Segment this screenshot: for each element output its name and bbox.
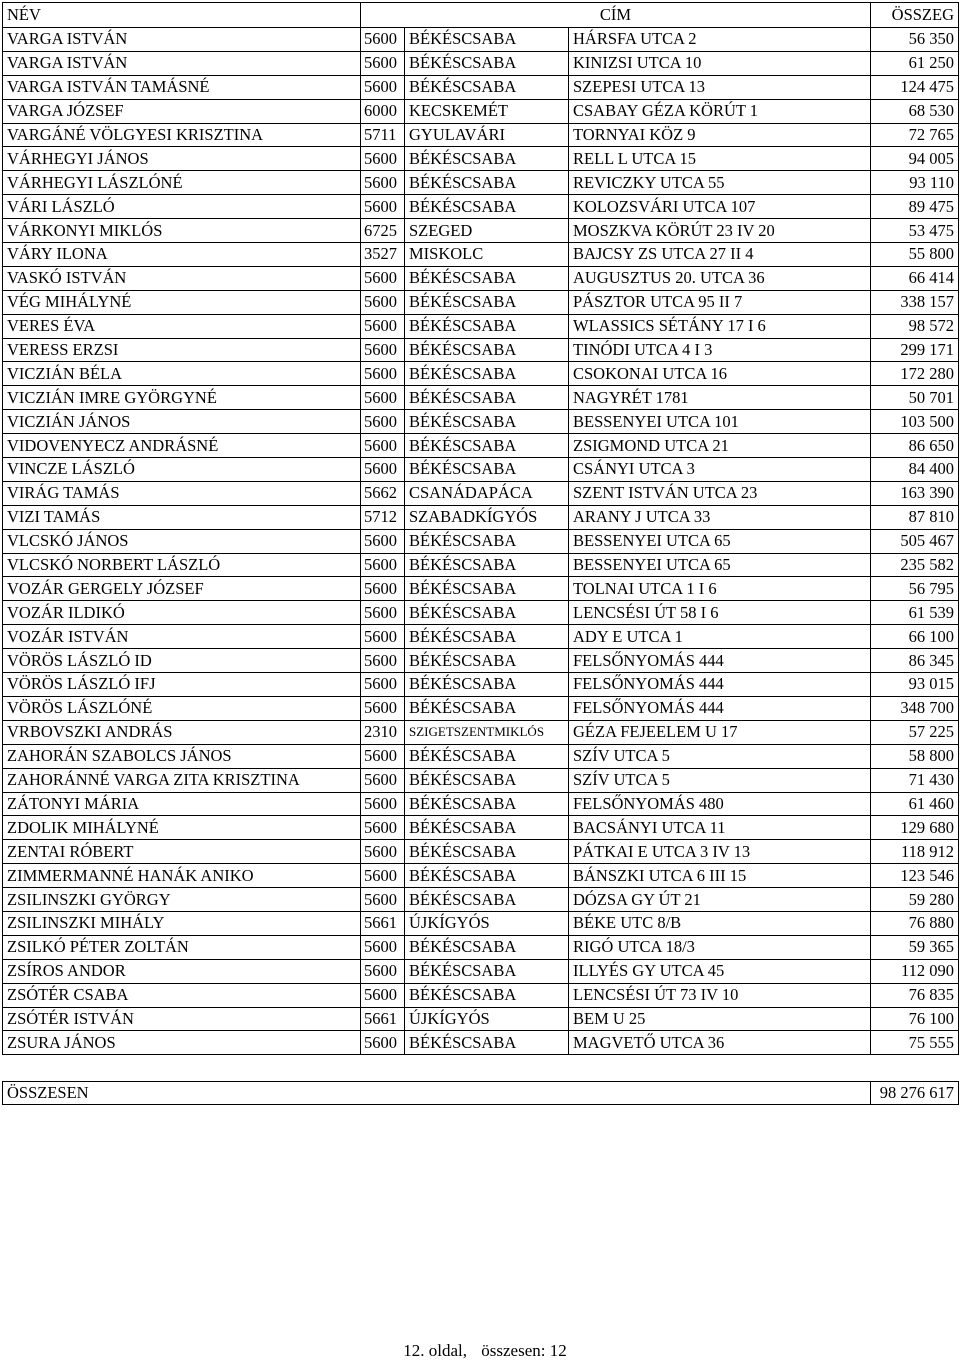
cell-zip: 5600 xyxy=(361,529,405,553)
cell-amount: 299 171 xyxy=(871,338,959,362)
cell-street: BEM U 25 xyxy=(569,1007,871,1031)
cell-zip: 5600 xyxy=(361,577,405,601)
cell-amount: 66 414 xyxy=(871,266,959,290)
cell-zip: 5600 xyxy=(361,792,405,816)
cell-zip: 5600 xyxy=(361,744,405,768)
cell-name: VÖRÖS LÁSZLÓ ID xyxy=(3,649,361,673)
cell-amount: 59 365 xyxy=(871,935,959,959)
cell-street: SZEPESI UTCA 13 xyxy=(569,75,871,99)
cell-city: BÉKÉSCSABA xyxy=(405,959,569,983)
cell-name: VÁRHEGYI JÁNOS xyxy=(3,147,361,171)
table-row xyxy=(3,266,959,290)
table-row xyxy=(3,362,959,386)
cell-amount: 56 350 xyxy=(871,28,959,52)
cell-zip: 5600 xyxy=(361,888,405,912)
table-row xyxy=(3,28,959,52)
cell-name: ZSILINSZKI MIHÁLY xyxy=(3,911,361,935)
cell-street: AUGUSZTUS 20. UTCA 36 xyxy=(569,266,871,290)
table-row xyxy=(3,386,959,410)
cell-city: BÉKÉSCSABA xyxy=(405,529,569,553)
cell-city: KECSKEMÉT xyxy=(405,99,569,123)
cell-street: TOLNAI UTCA 1 I 6 xyxy=(569,577,871,601)
cell-zip: 5600 xyxy=(361,649,405,673)
cell-zip: 5600 xyxy=(361,75,405,99)
table-row xyxy=(3,935,959,959)
cell-amount: 86 345 xyxy=(871,649,959,673)
table-row xyxy=(3,505,959,529)
cell-street: RELL L UTCA 15 xyxy=(569,147,871,171)
cell-city: BÉKÉSCSABA xyxy=(405,864,569,888)
cell-street: SZÍV UTCA 5 xyxy=(569,744,871,768)
cell-amount: 86 650 xyxy=(871,434,959,458)
cell-amount: 57 225 xyxy=(871,720,959,744)
cell-amount: 76 835 xyxy=(871,983,959,1007)
cell-zip: 3527 xyxy=(361,243,405,267)
cell-name: VÖRÖS LÁSZLÓ IFJ xyxy=(3,673,361,697)
cell-zip: 5600 xyxy=(361,314,405,338)
cell-city: BÉKÉSCSABA xyxy=(405,625,569,649)
cell-street: BÁNSZKI UTCA 6 III 15 xyxy=(569,864,871,888)
table-row xyxy=(3,458,959,482)
cell-street: FELSŐNYOMÁS 444 xyxy=(569,696,871,720)
cell-zip: 5600 xyxy=(361,816,405,840)
cell-city: CSANÁDAPÁCA xyxy=(405,481,569,505)
page-summary: összesen: 12 xyxy=(481,1341,567,1360)
cell-city: BÉKÉSCSABA xyxy=(405,673,569,697)
cell-city: BÉKÉSCSABA xyxy=(405,553,569,577)
cell-street: ILLYÉS GY UTCA 45 xyxy=(569,959,871,983)
header-name: NÉV xyxy=(3,3,361,28)
table-row xyxy=(3,696,959,720)
cell-zip: 5600 xyxy=(361,386,405,410)
cell-name: VÁRKONYI MIKLÓS xyxy=(3,219,361,243)
cell-name: VÉG MIHÁLYNÉ xyxy=(3,290,361,314)
cell-name: ZIMMERMANNÉ HANÁK ANIKO xyxy=(3,864,361,888)
table-row xyxy=(3,290,959,314)
cell-city: MISKOLC xyxy=(405,243,569,267)
cell-amount: 118 912 xyxy=(871,840,959,864)
table-row xyxy=(3,792,959,816)
table-row xyxy=(3,434,959,458)
cell-name: VARGÁNÉ VÖLGYESI KRISZTINA xyxy=(3,123,361,147)
cell-city: BÉKÉSCSABA xyxy=(405,577,569,601)
cell-name: ZSILINSZKI GYÖRGY xyxy=(3,888,361,912)
cell-street: BESSENYEI UTCA 101 xyxy=(569,410,871,434)
cell-name: ZAHORÁNNÉ VARGA ZITA KRISZTINA xyxy=(3,768,361,792)
cell-city: BÉKÉSCSABA xyxy=(405,601,569,625)
table-row xyxy=(3,195,959,219)
cell-street: MAGVETŐ UTCA 36 xyxy=(569,1031,871,1055)
cell-name: VÁRY ILONA xyxy=(3,243,361,267)
table-row xyxy=(3,553,959,577)
cell-street: FELSŐNYOMÁS 480 xyxy=(569,792,871,816)
cell-zip: 5600 xyxy=(361,290,405,314)
cell-name: ZENTAI RÓBERT xyxy=(3,840,361,864)
cell-zip: 2310 xyxy=(361,720,405,744)
cell-street: BÉKE UTC 8/B xyxy=(569,911,871,935)
cell-city: BÉKÉSCSABA xyxy=(405,290,569,314)
cell-city: SZIGETSZENTMIKLÓS xyxy=(405,720,569,744)
cell-street: BESSENYEI UTCA 65 xyxy=(569,529,871,553)
cell-name: VARGA ISTVÁN xyxy=(3,51,361,75)
cell-amount: 93 015 xyxy=(871,673,959,697)
cell-city: BÉKÉSCSABA xyxy=(405,338,569,362)
cell-zip: 5600 xyxy=(361,51,405,75)
table-row xyxy=(3,123,959,147)
table-row xyxy=(3,529,959,553)
cell-amount: 348 700 xyxy=(871,696,959,720)
cell-amount: 235 582 xyxy=(871,553,959,577)
cell-street: GÉZA FEJEELEM U 17 xyxy=(569,720,871,744)
cell-city: BÉKÉSCSABA xyxy=(405,410,569,434)
cell-zip: 5600 xyxy=(361,553,405,577)
cell-name: ZSÓTÉR ISTVÁN xyxy=(3,1007,361,1031)
table-row xyxy=(3,481,959,505)
cell-name: VIDOVENYECZ ANDRÁSNÉ xyxy=(3,434,361,458)
cell-street: CSABAY GÉZA KÖRÚT 1 xyxy=(569,99,871,123)
cell-zip: 5600 xyxy=(361,195,405,219)
cell-name: VLCSKÓ JÁNOS xyxy=(3,529,361,553)
cell-zip: 5600 xyxy=(361,840,405,864)
cell-name: VICZIÁN BÉLA xyxy=(3,362,361,386)
cell-amount: 84 400 xyxy=(871,458,959,482)
cell-zip: 5600 xyxy=(361,768,405,792)
cell-zip: 5600 xyxy=(361,434,405,458)
cell-name: VIZI TAMÁS xyxy=(3,505,361,529)
cell-name: VINCZE LÁSZLÓ xyxy=(3,458,361,482)
cell-name: ZSURA JÁNOS xyxy=(3,1031,361,1055)
table-row xyxy=(3,840,959,864)
table-row xyxy=(3,51,959,75)
cell-zip: 5600 xyxy=(361,266,405,290)
cell-amount: 505 467 xyxy=(871,529,959,553)
cell-name: ZSÍROS ANDOR xyxy=(3,959,361,983)
cell-amount: 59 280 xyxy=(871,888,959,912)
cell-city: BÉKÉSCSABA xyxy=(405,147,569,171)
cell-city: SZABADKÍGYÓS xyxy=(405,505,569,529)
cell-name: VÁRHEGYI LÁSZLÓNÉ xyxy=(3,171,361,195)
cell-amount: 124 475 xyxy=(871,75,959,99)
page-number: 12. oldal, xyxy=(403,1341,468,1360)
table-row xyxy=(3,410,959,434)
cell-name: ZSÓTÉR CSABA xyxy=(3,983,361,1007)
total-amount: 98 276 617 xyxy=(871,1082,959,1105)
cell-street: HÁRSFA UTCA 2 xyxy=(569,28,871,52)
table-row xyxy=(3,911,959,935)
cell-city: BÉKÉSCSABA xyxy=(405,816,569,840)
cell-zip: 5600 xyxy=(361,28,405,52)
cell-name: ZAHORÁN SZABOLCS JÁNOS xyxy=(3,744,361,768)
table-row xyxy=(3,147,959,171)
cell-city: BÉKÉSCSABA xyxy=(405,386,569,410)
cell-name: VERES ÉVA xyxy=(3,314,361,338)
cell-name: VÁRI LÁSZLÓ xyxy=(3,195,361,219)
table-row xyxy=(3,601,959,625)
cell-amount: 75 555 xyxy=(871,1031,959,1055)
cell-name: VÖRÖS LÁSZLÓNÉ xyxy=(3,696,361,720)
cell-name: ZSILKÓ PÉTER ZOLTÁN xyxy=(3,935,361,959)
cell-street: ARANY J UTCA 33 xyxy=(569,505,871,529)
cell-city: BÉKÉSCSABA xyxy=(405,434,569,458)
cell-amount: 76 100 xyxy=(871,1007,959,1031)
cell-zip: 5600 xyxy=(361,362,405,386)
cell-city: ÚJKÍGYÓS xyxy=(405,1007,569,1031)
cell-amount: 55 800 xyxy=(871,243,959,267)
cell-zip: 5600 xyxy=(361,864,405,888)
cell-street: REVICZKY UTCA 55 xyxy=(569,171,871,195)
cell-city: GYULAVÁRI xyxy=(405,123,569,147)
total-table xyxy=(2,1081,959,1105)
cell-zip: 5600 xyxy=(361,601,405,625)
cell-name: VARGA ISTVÁN TAMÁSNÉ xyxy=(3,75,361,99)
cell-city: BÉKÉSCSABA xyxy=(405,792,569,816)
cell-city: BÉKÉSCSABA xyxy=(405,983,569,1007)
cell-name: VARGA JÓZSEF xyxy=(3,99,361,123)
cell-street: TORNYAI KÖZ 9 xyxy=(569,123,871,147)
page-footer xyxy=(0,1341,960,1361)
cell-zip: 5600 xyxy=(361,673,405,697)
cell-street: ADY E UTCA 1 xyxy=(569,625,871,649)
table-row xyxy=(3,99,959,123)
table-row xyxy=(3,864,959,888)
table-row xyxy=(3,243,959,267)
cell-name: VARGA ISTVÁN xyxy=(3,28,361,52)
cell-zip: 5600 xyxy=(361,410,405,434)
cell-street: LENCSÉSI ÚT 58 I 6 xyxy=(569,601,871,625)
cell-amount: 58 800 xyxy=(871,744,959,768)
cell-city: BÉKÉSCSABA xyxy=(405,266,569,290)
cell-name: VICZIÁN JÁNOS xyxy=(3,410,361,434)
cell-street: BAJCSY ZS UTCA 27 II 4 xyxy=(569,243,871,267)
table-row xyxy=(3,1007,959,1031)
table-row xyxy=(3,720,959,744)
header-address: CÍM xyxy=(361,3,871,28)
cell-zip: 5600 xyxy=(361,171,405,195)
cell-zip: 5600 xyxy=(361,935,405,959)
cell-city: BÉKÉSCSABA xyxy=(405,888,569,912)
cell-street: NAGYRÉT 1781 xyxy=(569,386,871,410)
cell-street: CSOKONAI UTCA 16 xyxy=(569,362,871,386)
cell-street: SZÍV UTCA 5 xyxy=(569,768,871,792)
cell-amount: 123 546 xyxy=(871,864,959,888)
table-row xyxy=(3,959,959,983)
cell-zip: 5600 xyxy=(361,625,405,649)
cell-amount: 98 572 xyxy=(871,314,959,338)
cell-amount: 66 100 xyxy=(871,625,959,649)
cell-city: BÉKÉSCSABA xyxy=(405,840,569,864)
cell-city: BÉKÉSCSABA xyxy=(405,171,569,195)
cell-city: BÉKÉSCSABA xyxy=(405,51,569,75)
table-row xyxy=(3,171,959,195)
cell-city: BÉKÉSCSABA xyxy=(405,314,569,338)
table-row xyxy=(3,577,959,601)
header-row xyxy=(3,3,959,28)
cell-zip: 5712 xyxy=(361,505,405,529)
cell-city: BÉKÉSCSABA xyxy=(405,649,569,673)
ledger-table xyxy=(2,2,959,1055)
cell-street: DÓZSA GY ÚT 21 xyxy=(569,888,871,912)
cell-street: BESSENYEI UTCA 65 xyxy=(569,553,871,577)
cell-amount: 53 475 xyxy=(871,219,959,243)
cell-city: BÉKÉSCSABA xyxy=(405,195,569,219)
cell-amount: 94 005 xyxy=(871,147,959,171)
cell-zip: 5600 xyxy=(361,147,405,171)
cell-amount: 56 795 xyxy=(871,577,959,601)
total-row xyxy=(3,1082,959,1105)
cell-city: BÉKÉSCSABA xyxy=(405,1031,569,1055)
cell-name: VIRÁG TAMÁS xyxy=(3,481,361,505)
cell-amount: 89 475 xyxy=(871,195,959,219)
table-row xyxy=(3,75,959,99)
cell-city: BÉKÉSCSABA xyxy=(405,458,569,482)
table-row xyxy=(3,768,959,792)
cell-city: SZEGED xyxy=(405,219,569,243)
cell-amount: 76 880 xyxy=(871,911,959,935)
cell-amount: 129 680 xyxy=(871,816,959,840)
cell-amount: 68 530 xyxy=(871,99,959,123)
table-row xyxy=(3,1031,959,1055)
cell-city: BÉKÉSCSABA xyxy=(405,28,569,52)
table-row xyxy=(3,314,959,338)
cell-street: RIGÓ UTCA 18/3 xyxy=(569,935,871,959)
table-row xyxy=(3,625,959,649)
cell-zip: 5711 xyxy=(361,123,405,147)
header-amount: ÖSSZEG xyxy=(871,3,959,28)
cell-street: PÁTKAI E UTCA 3 IV 13 xyxy=(569,840,871,864)
cell-amount: 72 765 xyxy=(871,123,959,147)
cell-name: VRBOVSZKI ANDRÁS xyxy=(3,720,361,744)
cell-name: VLCSKÓ NORBERT LÁSZLÓ xyxy=(3,553,361,577)
cell-zip: 6000 xyxy=(361,99,405,123)
cell-street: KOLOZSVÁRI UTCA 107 xyxy=(569,195,871,219)
cell-amount: 163 390 xyxy=(871,481,959,505)
cell-amount: 61 460 xyxy=(871,792,959,816)
cell-city: BÉKÉSCSABA xyxy=(405,744,569,768)
cell-city: BÉKÉSCSABA xyxy=(405,696,569,720)
cell-street: PÁSZTOR UTCA 95 II 7 xyxy=(569,290,871,314)
cell-amount: 112 090 xyxy=(871,959,959,983)
total-label: ÖSSZESEN xyxy=(3,1082,871,1105)
cell-amount: 93 110 xyxy=(871,171,959,195)
cell-amount: 338 157 xyxy=(871,290,959,314)
cell-city: ÚJKÍGYÓS xyxy=(405,911,569,935)
cell-name: VOZÁR ISTVÁN xyxy=(3,625,361,649)
cell-street: TINÓDI UTCA 4 I 3 xyxy=(569,338,871,362)
table-row xyxy=(3,219,959,243)
cell-city: BÉKÉSCSABA xyxy=(405,362,569,386)
cell-amount: 172 280 xyxy=(871,362,959,386)
cell-amount: 50 701 xyxy=(871,386,959,410)
cell-zip: 5600 xyxy=(361,959,405,983)
cell-name: VOZÁR ILDIKÓ xyxy=(3,601,361,625)
table-row xyxy=(3,983,959,1007)
cell-name: VOZÁR GERGELY JÓZSEF xyxy=(3,577,361,601)
cell-zip: 5662 xyxy=(361,481,405,505)
cell-zip: 5661 xyxy=(361,1007,405,1031)
cell-zip: 5600 xyxy=(361,458,405,482)
cell-amount: 61 250 xyxy=(871,51,959,75)
cell-city: BÉKÉSCSABA xyxy=(405,935,569,959)
cell-street: MOSZKVA KÖRÚT 23 IV 20 xyxy=(569,219,871,243)
table-row xyxy=(3,338,959,362)
cell-street: KINIZSI UTCA 10 xyxy=(569,51,871,75)
cell-zip: 5600 xyxy=(361,338,405,362)
cell-street: BACSÁNYI UTCA 11 xyxy=(569,816,871,840)
cell-zip: 5600 xyxy=(361,983,405,1007)
cell-name: ZÁTONYI MÁRIA xyxy=(3,792,361,816)
table-row xyxy=(3,649,959,673)
cell-street: FELSŐNYOMÁS 444 xyxy=(569,649,871,673)
table-row xyxy=(3,888,959,912)
cell-street: CSÁNYI UTCA 3 xyxy=(569,458,871,482)
ledger-body xyxy=(3,28,959,1055)
cell-city: BÉKÉSCSABA xyxy=(405,75,569,99)
cell-name: ZDOLIK MIHÁLYNÉ xyxy=(3,816,361,840)
cell-street: LENCSÉSI ÚT 73 IV 10 xyxy=(569,983,871,1007)
cell-amount: 87 810 xyxy=(871,505,959,529)
cell-street: FELSŐNYOMÁS 444 xyxy=(569,673,871,697)
cell-amount: 61 539 xyxy=(871,601,959,625)
cell-name: VASKÓ ISTVÁN xyxy=(3,266,361,290)
cell-street: SZENT ISTVÁN UTCA 23 xyxy=(569,481,871,505)
table-row xyxy=(3,673,959,697)
cell-amount: 71 430 xyxy=(871,768,959,792)
table-row xyxy=(3,816,959,840)
cell-zip: 5661 xyxy=(361,911,405,935)
cell-zip: 6725 xyxy=(361,219,405,243)
cell-zip: 5600 xyxy=(361,696,405,720)
cell-zip: 5600 xyxy=(361,1031,405,1055)
cell-name: VICZIÁN IMRE GYÖRGYNÉ xyxy=(3,386,361,410)
table-row xyxy=(3,744,959,768)
cell-city: BÉKÉSCSABA xyxy=(405,768,569,792)
cell-amount: 103 500 xyxy=(871,410,959,434)
cell-street: ZSIGMOND UTCA 21 xyxy=(569,434,871,458)
cell-name: VERESS ERZSI xyxy=(3,338,361,362)
cell-street: WLASSICS SÉTÁNY 17 I 6 xyxy=(569,314,871,338)
